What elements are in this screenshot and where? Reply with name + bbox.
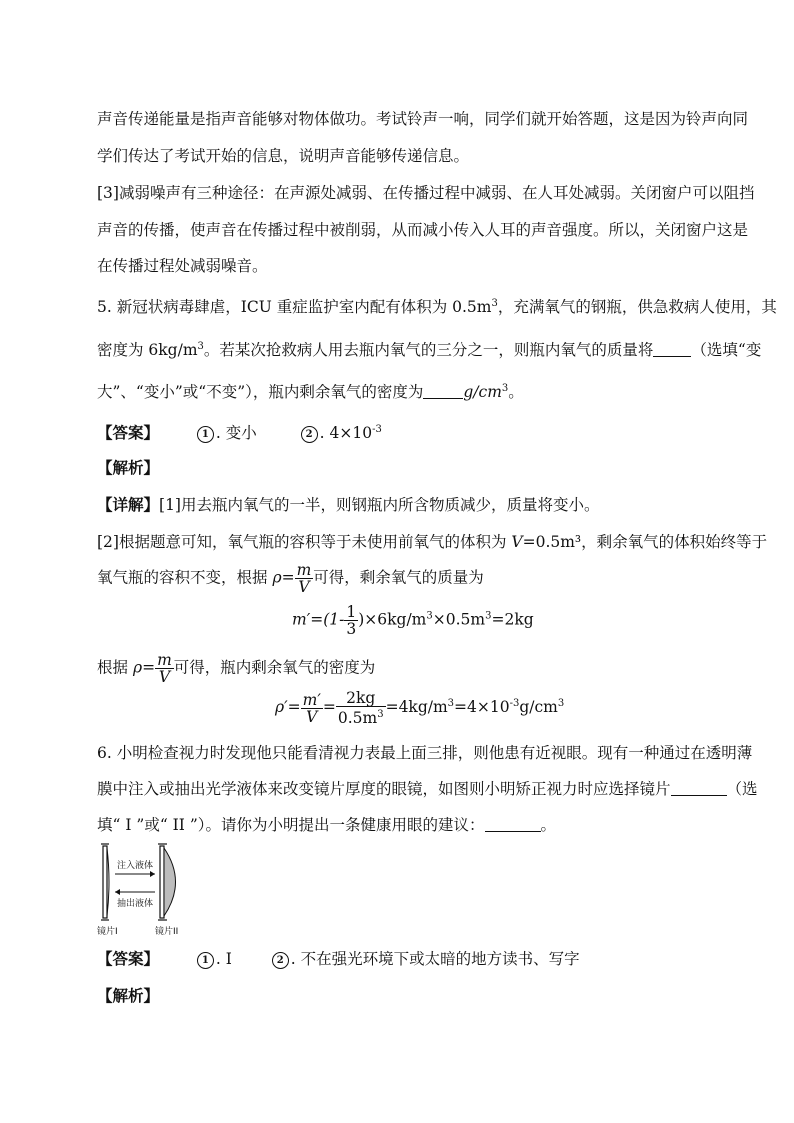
q5-analysis-label: 【解析】 <box>97 458 160 477</box>
q6-answer: 【答案】 1 . I 2 . 不在强光环境下或太暗的地方读书、写字 <box>97 949 580 968</box>
para2-line2: 声音的传播，使声音在传播过程中被削弱，从而减小传入人耳的声音强度。所以，关闭窗户这是 <box>97 221 749 239</box>
q6-analysis-label: 【解析】 <box>97 986 160 1005</box>
q5-density-formula: ρ′= $\frac{m'}{V}$ = $\frac{2kg}{0.5m^3}$ $=4kg/m^3=4\times 10^{-3}g/cm^3$ <box>275 689 565 728</box>
fig-label-extract: 抽出液体 <box>117 899 154 909</box>
q5-mass-formula: m′=(1- $\frac{1}{3}$ )$\times 6kg/m^3\times 0.5m^3=2kg$ <box>292 603 534 638</box>
answer-number-2-icon: 2 <box>301 426 318 443</box>
para2-line1: [3]减弱噪声有三种途径：在声源处减弱、在传播过程中减弱、在人耳处减弱。关闭窗户可以阻挡 <box>97 184 755 202</box>
q5-detail-2: [2]根据题意可知，氧气瓶的容积等于未使用前氧气的体积为 V=0.5m³，剩余氧气的体积始终等于 <box>97 533 768 551</box>
q6-blank-2[interactable] <box>485 817 541 832</box>
para1-line2: 学们传达了考试开始的信息，说明声音能够传递信息。 <box>97 147 470 165</box>
q5-detail-4: 根据 ρ= $\frac{m}{V}$ 可得，瓶内剩余氧气的密度为 <box>97 651 376 686</box>
para1-line1: 声音传递能量是指声音能够对物体做功。考试铃声一响，同学们就开始答题，这是因为铃声向同 <box>97 110 749 128</box>
q6-line1: 6. 小明检查视力时发现他只能看清视力表最上面三排，则他患有近视眼。现有一种通过在透明薄 <box>97 744 753 762</box>
q6-line3: 填“ I ”或“ II ”）。请你为小明提出一条健康用眼的建议： 。 <box>97 816 557 834</box>
fig-label-lens1: 镜片I <box>97 927 118 936</box>
fig-label-lens2: 镜片II <box>155 927 179 936</box>
density-formula: $\frac{m}{V}$ <box>296 561 312 596</box>
answer-number-1-icon: 1 <box>197 426 214 443</box>
fig-label-inject: 注入液体 <box>117 861 154 871</box>
q6-line2: 膜中注入或抽出光学液体来改变镜片厚度的眼镜，如图则小明矫正视力时应选择镜片 （选 <box>97 780 758 798</box>
answer-number-2-icon: 2 <box>272 952 289 969</box>
q5-blank-1[interactable] <box>653 342 691 357</box>
q5-line2: 密度为 $6kg/m^3$。若某次抢救病人用去瓶内氧气的三分之一，则瓶内氧气的质量将 （选填“变 <box>97 341 762 360</box>
q5-line3: 大”、“变小”或“不变”），瓶内剩余氧气的密度为 $g/cm^3$。 <box>97 383 524 402</box>
q5-detail-1: 【详解】[1]用去瓶内氧气的一半，则钢瓶内所含物质减少，质量将变小。 <box>97 495 600 514</box>
q5-blank-2[interactable] <box>423 384 463 399</box>
q6-blank-1[interactable] <box>671 781 727 796</box>
q5-detail-3: 氧气瓶的容积不变，根据 ρ= $\frac{m}{V}$ 可得，剩余氧气的质量为 <box>97 561 484 596</box>
q5-answer: 【答案】 1 . 变小 2 . $4\times 10^{-3}$ <box>97 423 382 443</box>
lens-figure <box>97 840 197 936</box>
q5-line1: 5. 新冠状病毒肆虐，ICU 重症监护室内配有体积为 $0.5m^3$，充满氧气的钢瓶，供急救病人使用，其 <box>97 298 777 317</box>
para2-line3: 在传播过程处减弱噪音。 <box>97 257 268 275</box>
answer-number-1-icon: 1 <box>197 952 214 969</box>
